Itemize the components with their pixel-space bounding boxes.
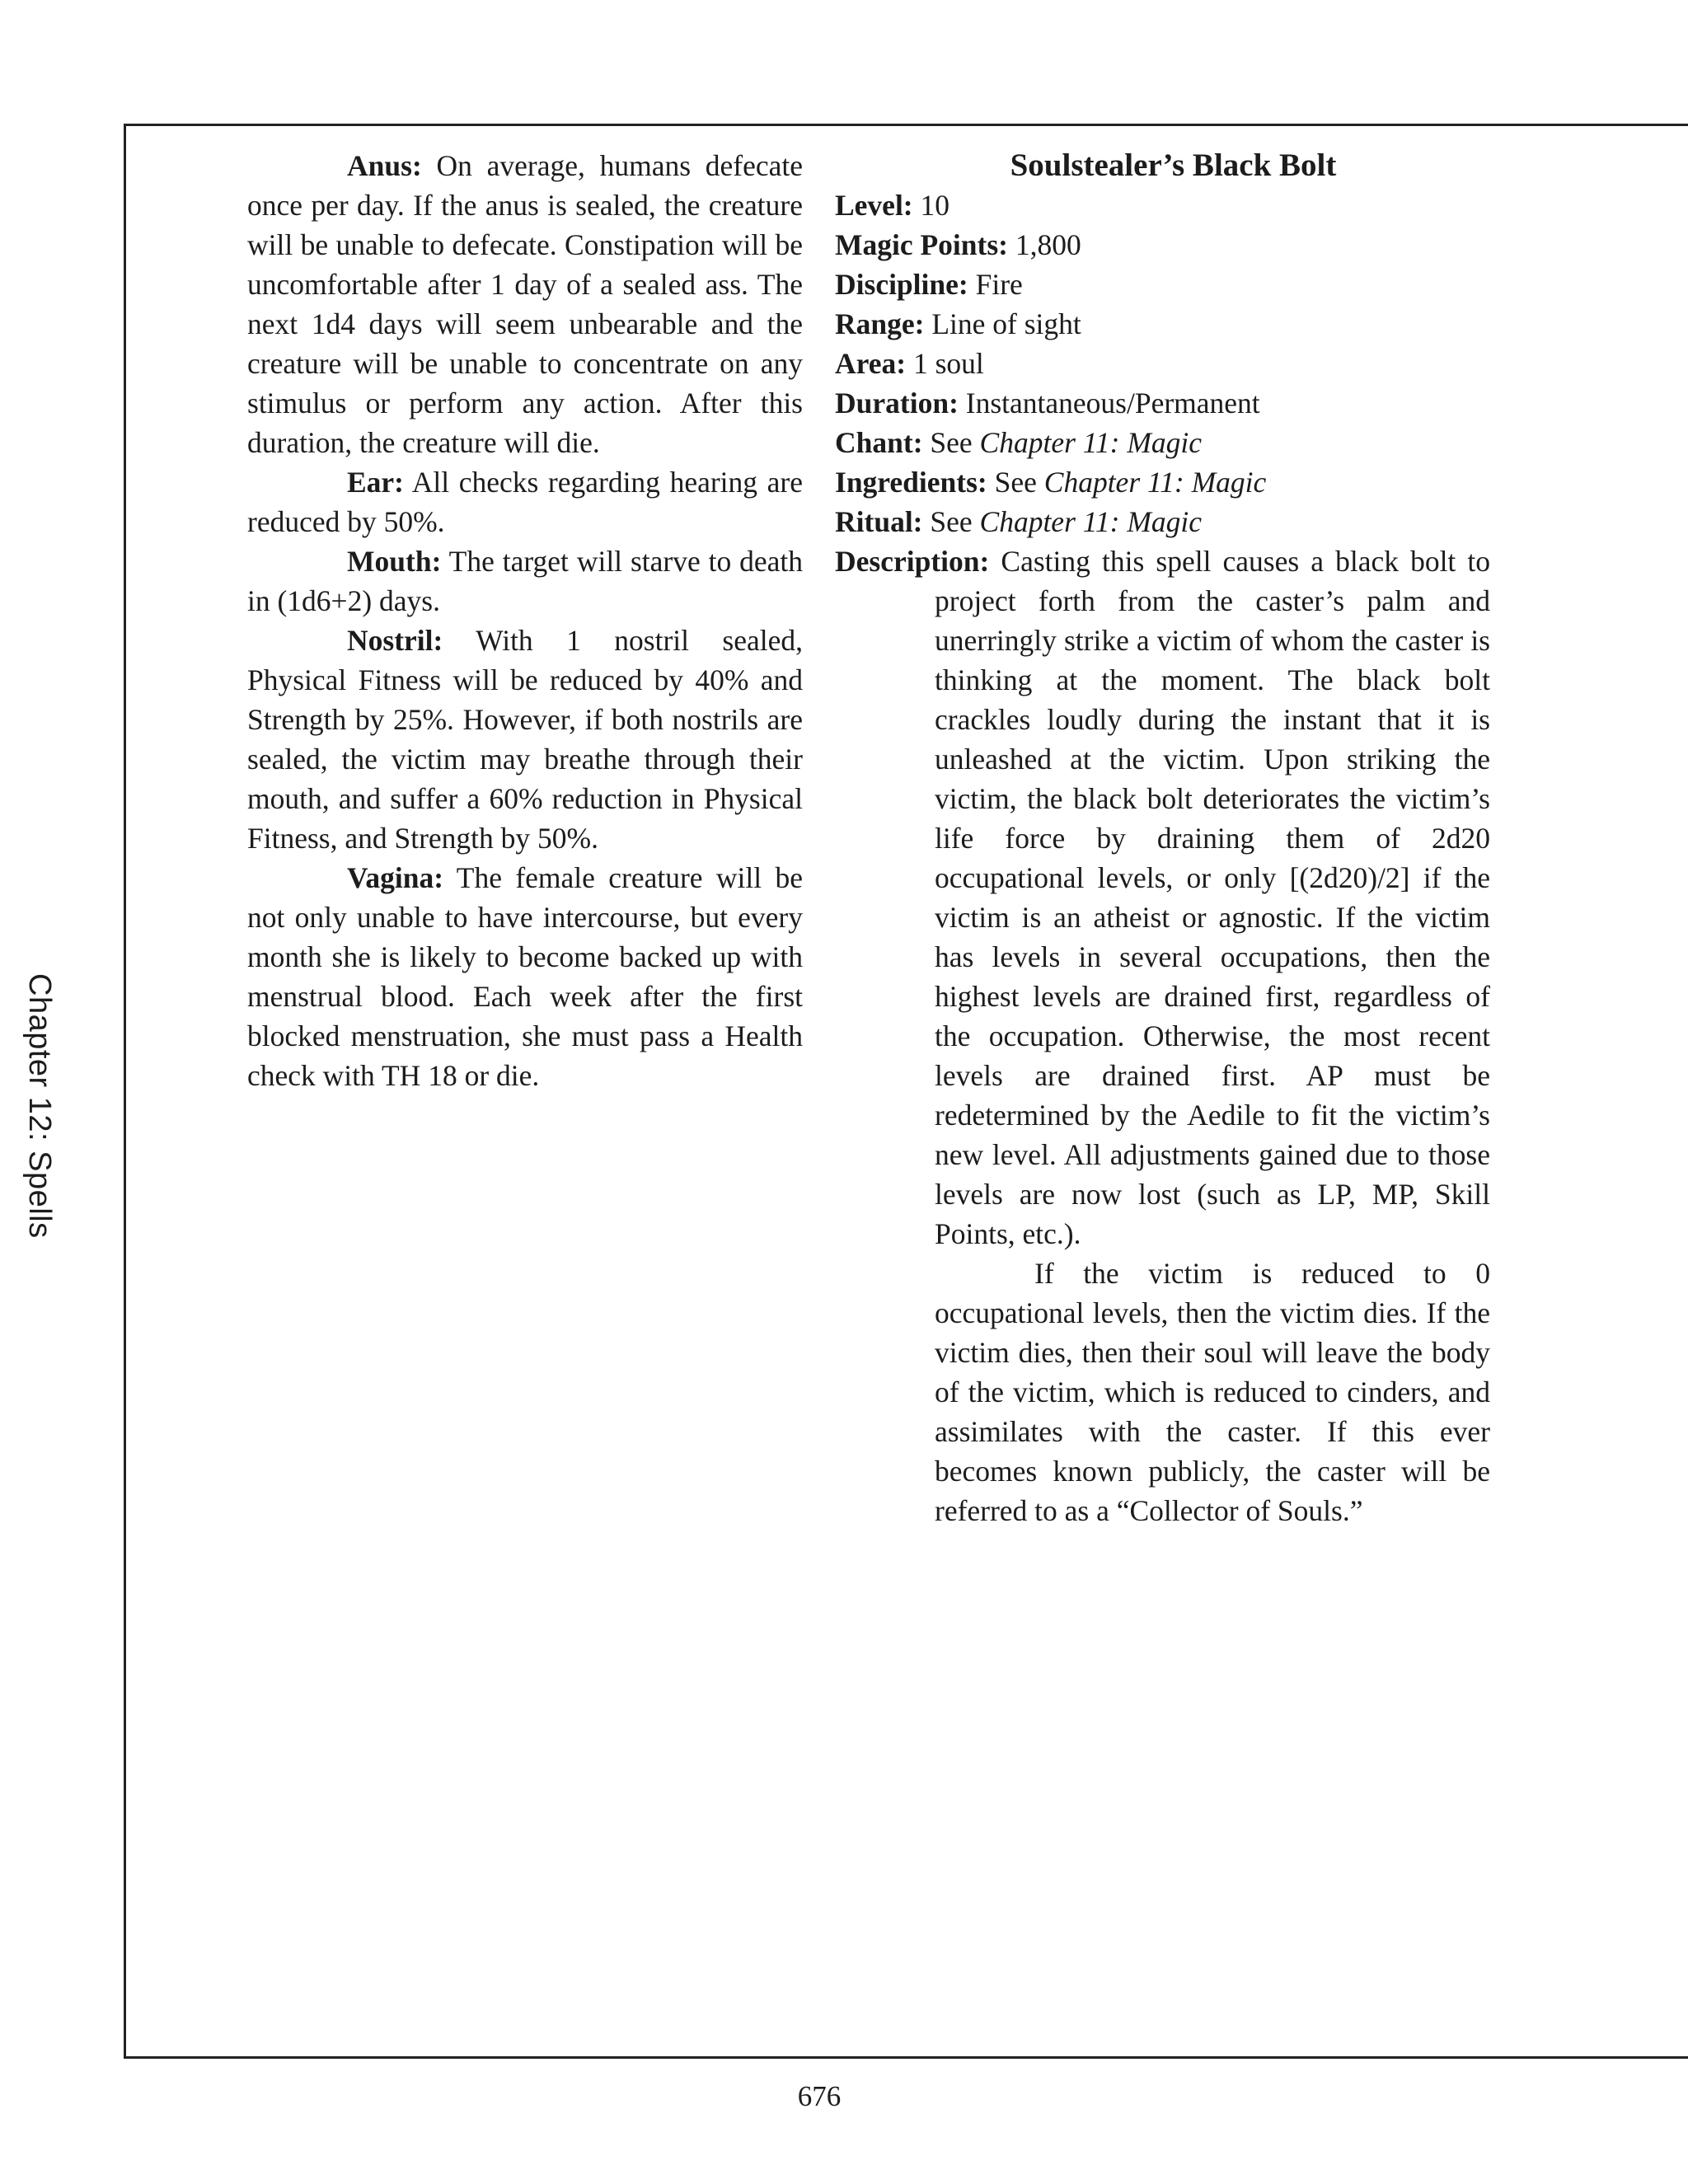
right-column [835,146,1490,1530]
stat-label: Ingredients: [835,466,987,499]
stat-label: Duration: [835,387,959,419]
spell-duration [835,383,1490,423]
spell-range [835,304,1490,344]
spell-discipline [835,265,1490,304]
chapter-reference: Chapter 11: Magic [979,426,1203,459]
entry-anus [247,146,803,462]
spell-area [835,344,1490,383]
chapter-reference: Chapter 11: Magic [1043,466,1267,499]
stat-label: Magic Points: [835,228,1009,261]
page-frame-top-rule [124,124,1688,126]
entry-term: Anus: [347,149,422,182]
page-frame-left-rule [124,124,126,2058]
stat-label: Area: [835,347,907,380]
chapter-reference: Chapter 11: Magic [979,505,1203,538]
stat-value: See [987,466,1044,499]
spell-level [835,185,1490,225]
stat-label: Level: [835,189,913,222]
spell-description-continued [835,1254,1490,1530]
stat-label: Ritual: [835,505,923,538]
entry-text: The target will starve to death in (1d6+2) days. [247,545,803,617]
spell-chant [835,423,1490,462]
page-frame-bottom-rule [124,2056,1688,2059]
stat-value: See [922,426,980,459]
entry-ear [247,462,803,541]
entry-nostril [247,621,803,858]
entry-term: Ear: [347,466,405,499]
page-number: 676 [797,2080,842,2112]
stat-label: Chant: [835,426,923,459]
spell-ingredients [835,462,1490,502]
entry-term: Vagina: [347,861,444,894]
entry-mouth [247,541,803,621]
entry-term: Nostril: [347,624,443,657]
stat-label: Discipline: [835,268,968,301]
entry-text: On average, humans defecate once per day. If the anus is sealed, the creature will be unable to defecate. Constipation will be uncomfortable after 1 day of a sealed ass. The next 1d4 days will seem unbearable and the creature will be unable to concentrate on any stimulus or perform any action. After this duration, the creature will die. [247,149,803,459]
description-text: Casting this spell causes a black bolt to project forth from the caster’s palm and unerringly strike a victim of whom the caster is thinking at the moment. The black bolt crackles loudly during the instant that it is unleashed at the victim. Upon striking the victim, the black bolt deteriorates the victim’s life force by draining them of 2d20 occupational levels, or only [(2d20)/2] if the victim is an atheist or agnostic. If the victim has levels in several occupations, then the highest levels are drained first, regardless of the occupation. Otherwise, the most recent levels are drained first. AP must be redetermined by the Aedile to fit the victim’s new level. All adjustments gained due to those levels are now lost (such as LP, MP, Skill Points, etc.). [935,545,1490,1250]
stat-label: Description: [835,545,990,578]
entry-text: All checks regarding hearing are reduced by 50%. [247,466,803,538]
stat-value: Fire [968,268,1023,301]
spell-title: Soulstealer’s Black Bolt [1010,148,1337,183]
entry-term: Mouth: [347,545,442,578]
chapter-side-tab-label: Chapter 12: Spells [22,973,57,1239]
stat-value: 1 soul [906,347,984,380]
stat-value: 1,800 [1008,228,1081,261]
spell-description [835,541,1490,1254]
entry-text: The female creature will be not only unable to have intercourse, but every month she is likely to become backed up with menstrual blood. Each week after the first blocked menstruation, she must pass a Health check with TH 18 or die. [247,861,803,1092]
stat-value: Instantaneous/Permanent [958,387,1260,419]
stat-value: 10 [912,189,950,222]
entry-vagina [247,858,803,1095]
stat-value: Line of sight [924,307,1081,340]
spell-magic-points [835,225,1490,265]
left-column [247,146,803,1095]
entry-text: With 1 nostril sealed, Physical Fitness will be reduced by 40% and Strength by 25%. However, if both nostrils are sealed, the victim may breathe through their mouth, and suffer a 60% reduction in Physical Fitness, and Strength by 50%. [247,624,803,855]
stat-label: Range: [835,307,925,340]
stat-value: See [922,505,980,538]
description-text: If the victim is reduced to 0 occupational levels, then the victim dies. If the victim dies, then their soul will leave the body of the victim, which is reduced to cinders, and assimilates with the caster. If this ever becomes known publicly, the caster will be referred to as a “Collector of Souls.” [935,1257,1490,1527]
spell-ritual [835,502,1490,541]
